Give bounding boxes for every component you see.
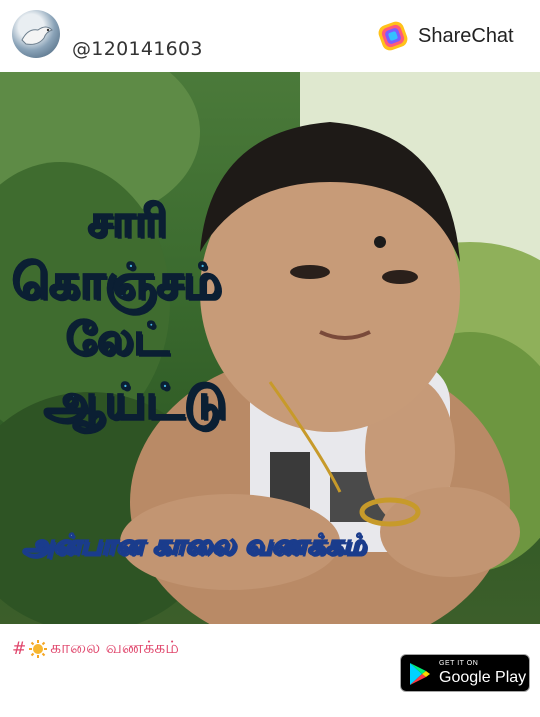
sharechat-brand[interactable] [376,16,514,56]
badge-small-text: GET IT ON [439,660,479,667]
hashtag-symbol: # [12,639,27,659]
post-image[interactable] [0,72,540,624]
overlay-text-line: சாரி [88,196,168,247]
bird-avatar-icon [12,10,60,58]
image-caption: அன்பான காலை வணக்கம் [22,528,366,561]
overlay-text-line: கொஞ்சம் [12,254,222,310]
badge-store-name: Google Play [439,669,527,686]
hashtag-link[interactable] [12,638,179,660]
hashtag-text: காலை வணக்கம் [50,638,179,658]
avatar[interactable] [12,10,60,58]
google-play-badge[interactable] [400,654,530,692]
sharechat-logo-icon [376,19,410,53]
sun-icon [28,639,48,659]
post-header [0,0,540,72]
google-play-icon [409,662,431,686]
post-footer [0,624,540,717]
username[interactable]: @120141603 [72,38,203,60]
overlay-text-line: லேட் [66,314,169,365]
brand-name: ShareChat [418,24,514,47]
overlay-text-line: ஆய்ட்டு [44,374,227,430]
